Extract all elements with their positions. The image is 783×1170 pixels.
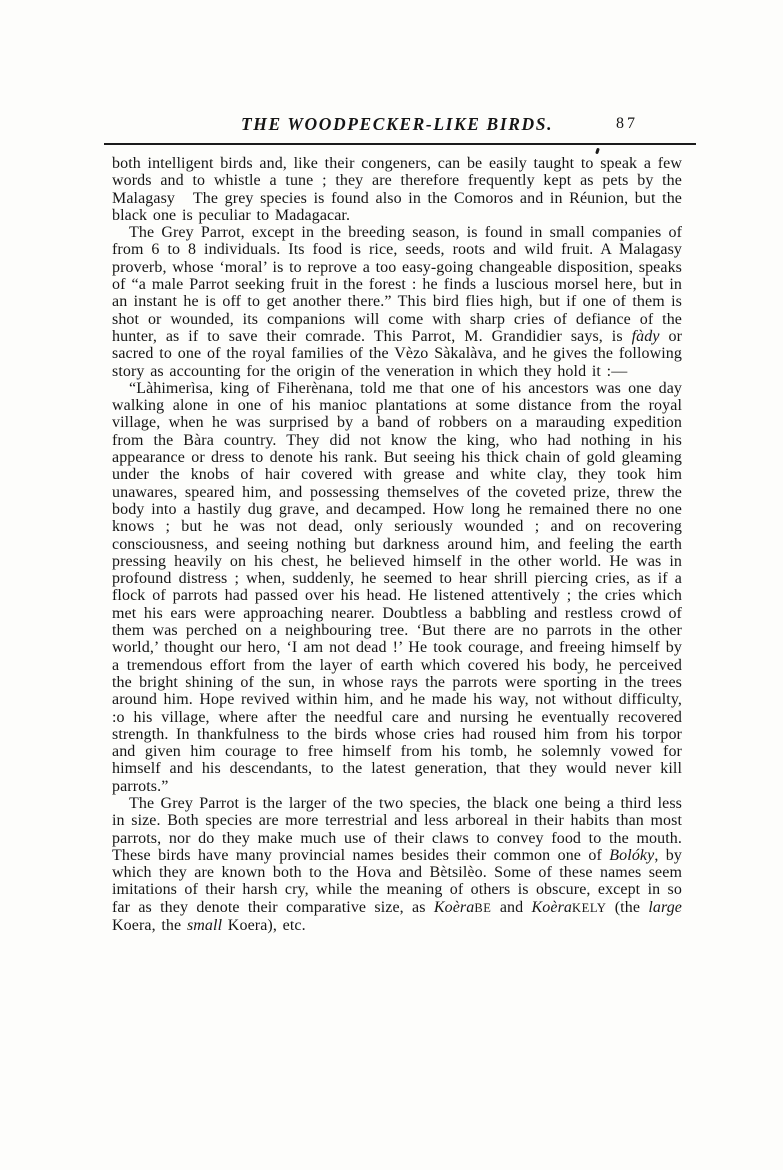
text-segment: fàdy [631,327,660,345]
page-number: 87 [616,115,638,132]
text-segment: “Làhimerìsa, king of Fiherènana, told me that one of his ancestors was one day walking alone in one of his manioc plantations at some distance from the royal village, when he was surprised by a band of robbers on a marauding expedition from the Bàra country. They did not know the king, who had nothing in his appearance or dress to denote his rank. But seeing his thick chain of gold gleaming under the knobs of hair covered with grease and white clay, they took him unawares, speared him, and possessing themselves of the coveted prize, threw the body into a hastily dug grave, and decamped. How long he remained there no one knows ; but he was not dead, only seriously wounded ; and on recovering consciousness, and seeing nothing but darkness around him, and feeling the earth pressing heavily on his chest, he believed himself in the other world. He was in profound distress ; when, suddenly, he seemed to hear shrill piercing cries, as if a flock of parrots had passed over his head. He listened attentively ; the cries which met his ears were approaching nearer. Doubtless a babbling and restless crowd of them was perched on a neighbouring tree. ‘But there are no parrots in the other world,’ thought our hero, ‘I am not dead !’ He took courage, and freeing himself by a tremendous effort from the layer of earth which covered his body, he perceived the bright shining of the sun, in whose rays the parrots were sporting in the trees around him. Hope revived within him, and he made his way, not without difficulty, :o his village, where after the needful care and nursing he eventually recovered strength. In thankfulness to the birds whose cries had roused him from his torpor and given him courage to free himself from his tomb, he solemnly vowed for himself and his descendants, to the latest generation, that they would never kill parrots.” [112,379,682,795]
text-segment: Koera), etc. [222,917,306,935]
paragraph-4 [112,795,682,934]
running-head [112,112,682,142]
page-title: THE WOODPECKER-LIKE BIRDS. [240,114,554,134]
header-rule [104,143,696,145]
text-segment: Koèra [531,898,572,916]
paragraph-3 [112,380,682,795]
text-segment: Bolóky [609,846,655,864]
text-segment: or sacred to one of the royal families of the Vèzo Sàkalàva, and he gives the following story as accounting for the origin of the veneration in which they hold it :— [112,327,682,380]
text-segment: KELY [572,900,607,915]
paragraph-1 [112,155,682,224]
text-segment: (the [606,898,649,916]
text-segment: BE [474,900,492,915]
text-segment: small [186,917,223,935]
text-segment: both intelligent birds and, like their congeners, can be easily taught to speak a few words and to whistle a tune ; they are therefore frequently kept as pets by the Malagasy The grey species is found also in the Comoros and in Réunion, but the black one is peculiar to Madagacar. [112,155,682,224]
text-segment: , by which they are known both to the Hova and Bètsilèo. Some of these names seem imitations of their harsh cry, while the meaning of others is obscure, except in so far as they denote their comparative size, as [112,846,683,916]
text-column [112,112,682,934]
text-segment: The Grey Parrot is the larger of the two species, the black one being a third less in size. Both species are more terrestrial and less arboreal in their habits than most parrots, nor do they make much use of their claws to convey food to the mouth. These birds have many provincial names besides their common one of [112,794,682,864]
text-segment: Koèra [433,898,475,916]
text-segment: and [491,898,532,916]
ink-speck [595,148,600,155]
text-segment: Koera, the [112,917,187,935]
text-segment: The Grey Parrot, except in the breeding season, is found in small companies of from 6 to 8 individuals. Its food is rice, seeds, roots and wild fruit. A Malagasy proverb, whose ‘moral’ is to reprove a too easy-going changeable disposition, speaks of “a male Parrot seeking fruit in the forest : he finds a luscious morsel here, but in an instant he is off to get another there.” This bird flies high, but if one of them is shot or wounded, its companions will come with sharp cries of defiance of the hunter, as if to save their comrade. This Parrot, M. Grandidier says, is [112,224,682,345]
text-segment: large [648,898,682,916]
body-text [112,155,682,934]
paragraph-2 [112,224,682,380]
